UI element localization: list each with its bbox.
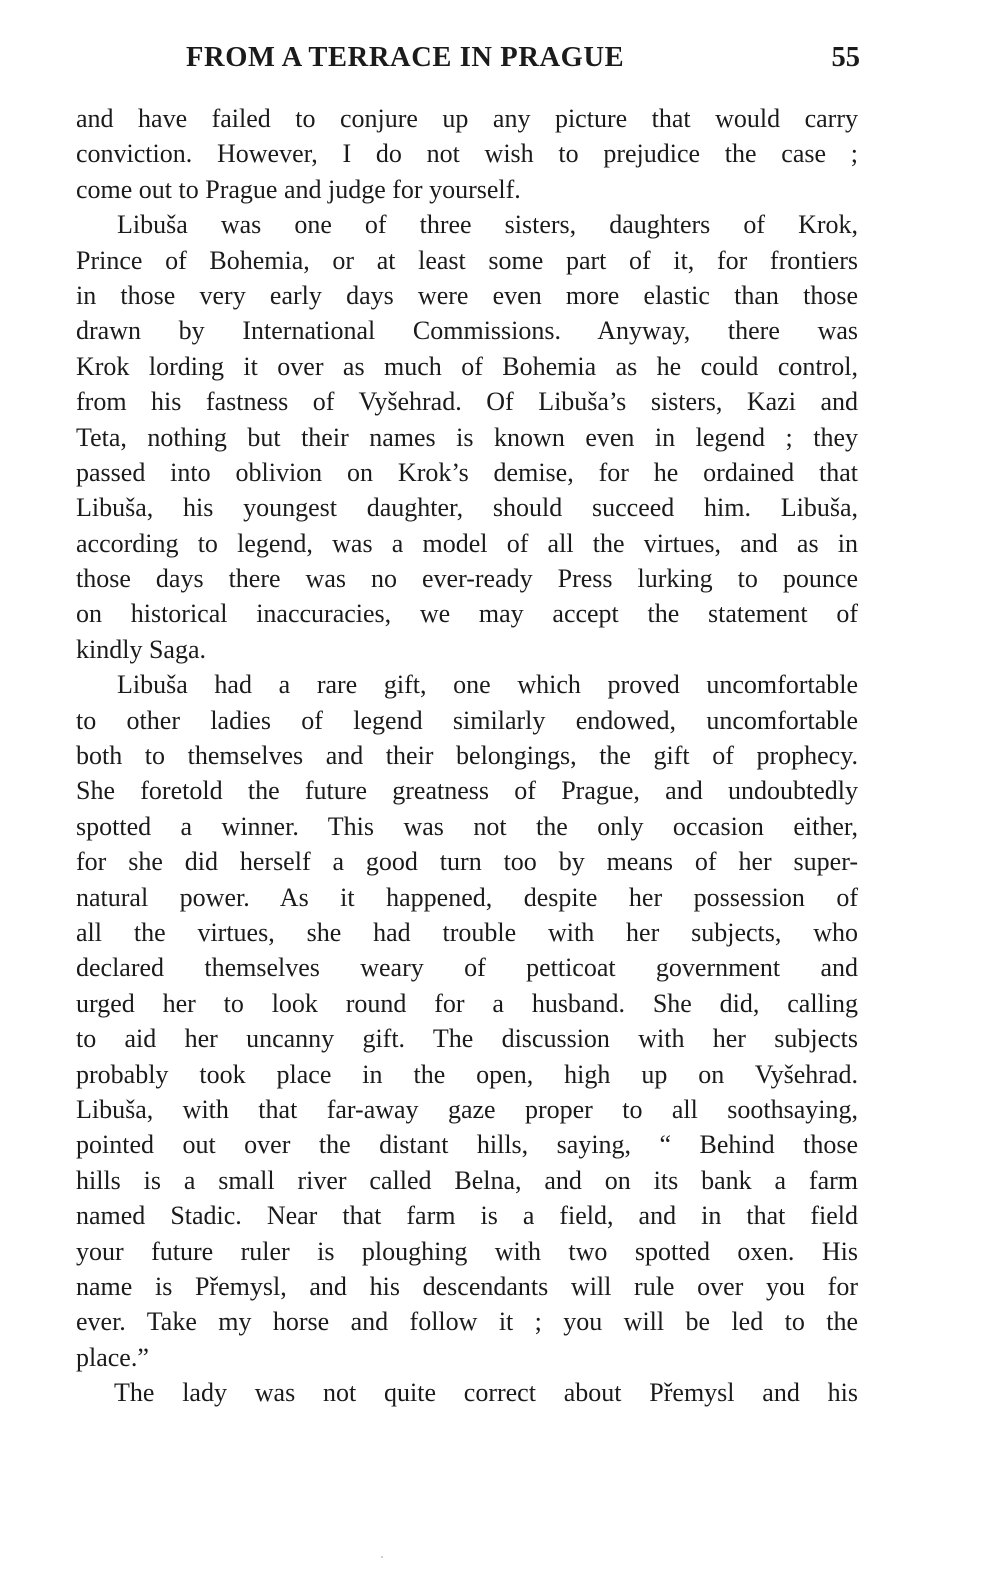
text-line: Libuša was one of three sisters, daughters of Krok, [117,210,858,240]
text-line: drawn by International Commissions. Anyway, there was [76,316,858,346]
text-line: Libuša, his youngest daughter, should succeed him. Libuša, [76,493,858,523]
text-line: both to themselves and their belongings, the gift of prophecy. [76,741,858,771]
paragraph [76,101,858,207]
text-line: She foretold the future greatness of Prague, and undoubtedly [76,776,858,806]
text-line: Libuša, with that far-away gaze proper to all soothsaying, [76,1094,858,1124]
text-line: and have failed to conjure up any picture that would carry [76,104,858,133]
text-line: declared themselves weary of petticoat government and [76,953,858,983]
text-line: passed into oblivion on Krok’s demise, for he ordained that [76,457,858,487]
text-line: come out to Prague and judge for yourself. [76,174,521,204]
text-line: named Stadic. Near that farm is a field, and in that field [76,1201,858,1231]
text-line: place.” [76,1342,149,1372]
text-line: conviction. However, I do not wish to prejudice the case ; [76,139,858,169]
page-number: 55 [831,42,860,73]
page-body [76,101,858,1410]
paragraph [76,1375,858,1410]
text-line: from his fastness of Vyšehrad. Of Libuša’s sisters, Kazi and [76,387,858,417]
text-line: pointed out over the distant hills, saying, “ Behind those [76,1130,858,1160]
running-title: FROM A TERRACE IN PRAGUE [186,42,625,73]
paragraph [76,667,858,1375]
paragraph [76,207,858,667]
scan-speck [381,1556,383,1558]
text-line: in those very early days were even more elastic than those [76,280,858,310]
text-line: Krok lording it over as much of Bohemia as he could control, [76,351,858,381]
text-line: spotted a winner. This was not the only occasion either, [76,811,858,841]
text-line: those days there was no ever-ready Press lurking to pounce [76,564,858,594]
text-line: all the virtues, she had trouble with her subjects, who [76,917,858,947]
text-line: natural power. As it happened, despite her possession of [76,882,858,912]
text-line: kindly Saga. [76,634,206,664]
text-line: to other ladies of legend similarly endowed, uncomfortable [76,705,858,735]
text-line: Prince of Bohemia, or at least some part of it, for frontiers [76,245,858,275]
text-line: to aid her uncanny gift. The discussion with her subjects [76,1024,858,1054]
text-line: ever. Take my horse and follow it ; you will be led to the [76,1307,858,1337]
text-line: probably took place in the open, high up on Vyšehrad. [76,1059,858,1089]
text-line: on historical inaccuracies, we may accept the statement of [76,599,858,629]
text-line: Teta, nothing but their names is known even in legend ; they [76,422,858,452]
page-header [76,42,860,82]
text-line: for she did herself a good turn too by means of her super- [76,847,858,877]
text-line: Libuša had a rare gift, one which proved uncomfortable [117,670,858,700]
text-line: hills is a small river called Belna, and on its bank a farm [76,1165,858,1195]
text-line: name is Přemysl, and his descendants will rule over you for [76,1271,858,1301]
text-line: according to legend, was a model of all the virtues, and as in [76,528,858,558]
text-line: The lady was not quite correct about Přemysl and his [114,1378,858,1408]
text-line: urged her to look round for a husband. She did, calling [76,988,858,1018]
text-line: your future ruler is ploughing with two spotted oxen. His [76,1236,858,1266]
